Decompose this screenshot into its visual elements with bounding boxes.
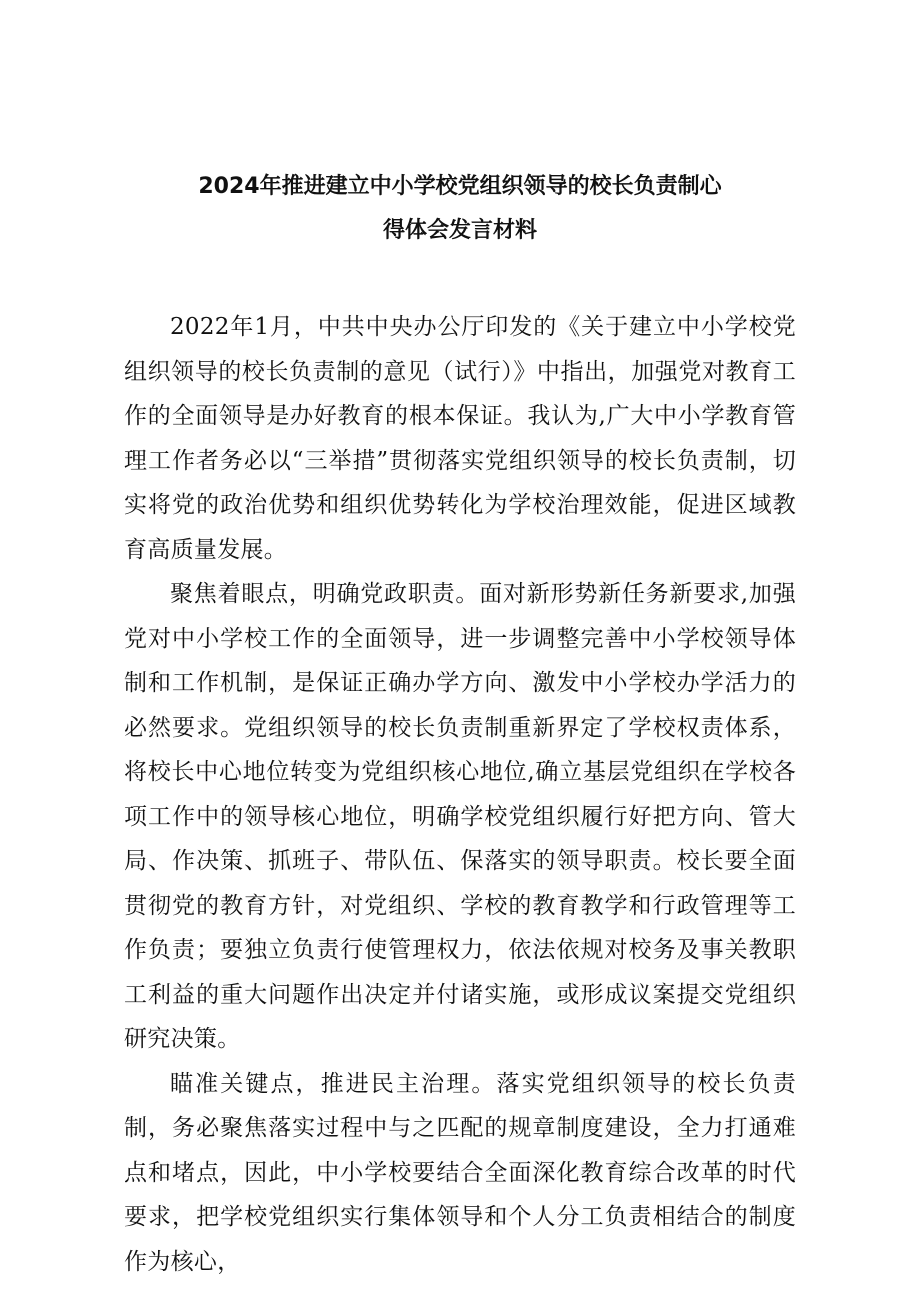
title-line-2: 得体会发言材料 (382, 218, 537, 243)
paragraph-key-point: 瞄准关键点，推进民主治理。落实党组织领导的校长负责制，务必聚焦落实过程中与之匹配的规章制度建设，全力打通难点和堵点，因此，中小学校要结合全面深化教育综合改革的时代要求，把学校党组织实行集体领导和个人分工负责相结合的制度作为核心， (124, 1070, 796, 1275)
paragraph-intro: 2022年1月，中共中央办公厅印发的《关于建立中小学校党组织领导的校长负责制的意见（试行）》中指出，加强党对教育工作的全面领导是办好教育的根本保证。我认为,广大中小学教育管理工作者务必以“三举措”贯彻落实党组织领导的校长负责制，切实将党的政治优势和组织优势转化为学校治理效能，促进区域教育高质量发展。 (124, 314, 796, 563)
paragraph-focus-point: 聚焦着眼点，明确党政职责。面对新形势新任务新要求,加强党对中小学校工作的全面领导，进一步调整完善中小学校领导体制和工作机制，是保证正确办学方向、激发中小学校办学活力的必然要求。党组织领导的校长负责制重新界定了学校权责体系，将校长中心地位转变为党组织核心地位,确立基层党组织在学校各项工作中的领导核心地位，明确学校党组织履行好把方向、管大局、作决策、抓班子、带队伍、保落实的领导职责。校长要全面贯彻党的教育方针，对党组织、学校的教育教学和行政管理等工作负责；要独立负责行使管理权力，依法依规对校务及事关教职工利益的重大问题作出决定并付诸实施，或形成议案提交党组织研究决策。 (124, 581, 796, 1052)
title-line-1: 2024年推进建立中小学校党组织领导的校长负责制心 (198, 174, 722, 199)
document-title (130, 165, 790, 253)
document-body (124, 305, 796, 1284)
